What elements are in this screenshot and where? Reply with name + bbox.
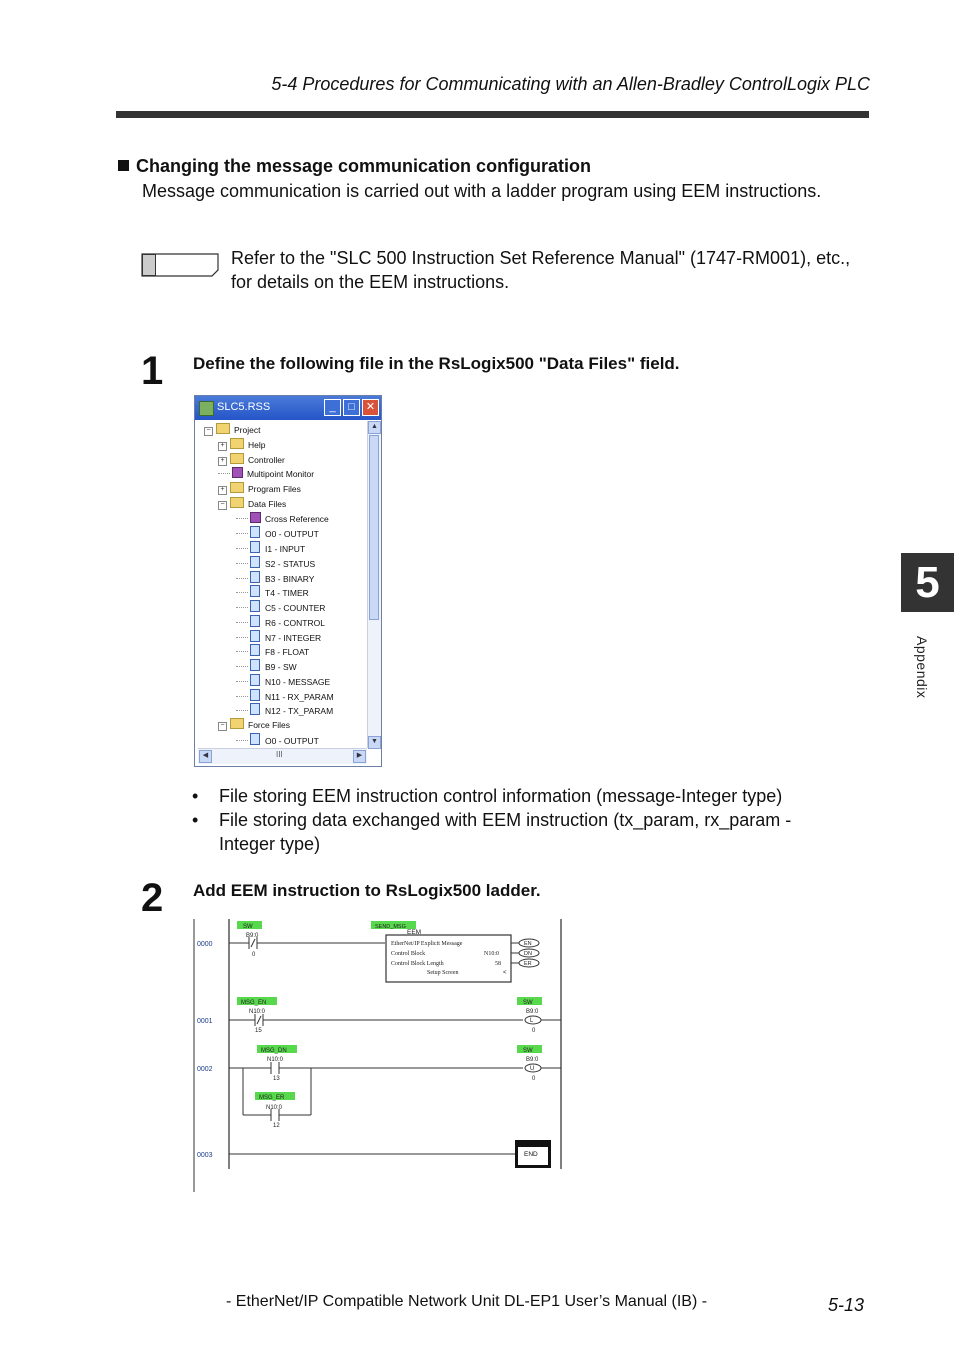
- tree-item[interactable]: [218, 482, 301, 496]
- tree-item-label: N7 - INTEGER: [265, 632, 322, 643]
- minimize-button[interactable]: _: [324, 399, 341, 416]
- rung-number: 0001: [197, 1018, 213, 1025]
- svg-text:SW: SW: [523, 1000, 533, 1006]
- tree-item[interactable]: [236, 733, 319, 747]
- window-title: SLC5.RSS: [217, 401, 271, 413]
- page-number: 5-13: [828, 1295, 865, 1315]
- tree-item-label: T4 - TIMER: [265, 588, 309, 599]
- project-tree-window: [194, 395, 382, 767]
- tree-item-label: S2 - STATUS: [265, 558, 316, 569]
- scroll-down-icon[interactable]: ▼: [368, 736, 381, 749]
- tree-item-label: Project: [234, 425, 261, 435]
- folder-icon: [230, 718, 244, 729]
- tree-item[interactable]: [218, 718, 290, 732]
- latch-coil-icon: L: [530, 1018, 534, 1024]
- expand-icon[interactable]: +: [218, 486, 227, 495]
- svg-text:SW: SW: [523, 1048, 533, 1054]
- step-1-title: Define the following file in the RsLogix500 "Data Files" field.: [193, 354, 680, 373]
- tree-item-label: R6 - CONTROL: [265, 617, 325, 628]
- tree-item[interactable]: [236, 644, 309, 658]
- tree-item[interactable]: [236, 526, 319, 540]
- msg-en-tag: MSG_EN: [241, 1000, 267, 1006]
- tree-item[interactable]: [236, 674, 330, 688]
- scroll-left-icon[interactable]: ◀: [199, 750, 212, 763]
- msg-er-tag: MSG_ER: [259, 1095, 285, 1101]
- file-icon: [250, 571, 260, 583]
- close-button[interactable]: ✕: [362, 399, 379, 416]
- bullet-icon: •: [192, 786, 199, 806]
- svg-text:Control Block Length: Control Block Length: [391, 961, 444, 967]
- tree-item-label: C5 - COUNTER: [265, 603, 326, 613]
- tree-item[interactable]: [236, 585, 309, 599]
- svg-text:58: 58: [495, 961, 501, 967]
- tree-item[interactable]: [236, 703, 333, 717]
- end-instruction: END: [524, 1151, 538, 1158]
- file-icon: [250, 615, 260, 627]
- svg-text:0: 0: [532, 1028, 536, 1034]
- tree-item[interactable]: [236, 659, 297, 673]
- tree-item[interactable]: [218, 467, 314, 481]
- unlatch-coil-icon: U: [530, 1066, 535, 1072]
- tree-item-label: Force Files: [248, 720, 291, 730]
- collapse-icon[interactable]: −: [218, 501, 227, 510]
- svg-text:N10:0: N10:0: [266, 1105, 283, 1111]
- expand-icon[interactable]: +: [218, 457, 227, 466]
- file-icon: [250, 600, 260, 612]
- tree-item[interactable]: [236, 541, 305, 555]
- step-1-number: 1: [141, 349, 164, 393]
- running-header: 5-4 Procedures for Communicating with an Allen-Bradley ControlLogix PLC: [271, 74, 870, 94]
- folder-icon: [230, 438, 244, 449]
- list-item: [192, 808, 852, 856]
- contact-bit: 0: [252, 952, 256, 958]
- ladder-diagram: [193, 919, 565, 1194]
- tree-item-label: Cross Reference: [265, 513, 329, 524]
- svg-text:Setup Screen: Setup Screen: [427, 970, 459, 976]
- file-icon: [250, 733, 260, 745]
- svg-text:15: 15: [255, 1028, 262, 1034]
- project-tree: [198, 421, 366, 748]
- file-icon: [250, 526, 260, 538]
- section-body: Message communication is carried out with a ladder program using EEM instructions.: [142, 181, 822, 201]
- folder-icon: [230, 497, 244, 508]
- msg-dn-tag: MSG_DN: [261, 1048, 287, 1054]
- vertical-scroll-thumb[interactable]: [369, 435, 379, 620]
- rung-number: 0003: [197, 1152, 213, 1159]
- folder-icon: [230, 453, 244, 464]
- svg-text:N10:0: N10:0: [484, 951, 499, 957]
- step-2-title: Add EEM instruction to RsLogix500 ladder.: [193, 881, 541, 900]
- svg-text:B9:0: B9:0: [526, 1009, 539, 1015]
- sw-tag: SW: [243, 924, 253, 930]
- bullet-list: [192, 784, 852, 856]
- scroll-grip: III: [276, 750, 283, 759]
- tree-item[interactable]: [204, 423, 260, 437]
- eem-label: EEM: [407, 929, 422, 936]
- tree-item-label: O0 - OUTPUT: [265, 735, 319, 746]
- svg-text:EtherNet/IP Explicit Message: EtherNet/IP Explicit Message: [391, 941, 463, 947]
- tree-item[interactable]: [236, 512, 329, 526]
- footer-text: - EtherNet/IP Compatible Network Unit DL-EP1 User’s Manual (IB) -: [226, 1293, 708, 1310]
- tree-item-label: Program Files: [248, 484, 301, 494]
- app-icon: [199, 401, 214, 416]
- tree-item-label: B9 - SW: [265, 662, 297, 672]
- file-icon: [250, 585, 260, 597]
- tree-item-label: O0 - OUTPUT: [265, 529, 319, 540]
- tree-item-label: Help: [248, 439, 266, 450]
- file-icon: [250, 703, 260, 715]
- folder-icon: [216, 423, 230, 434]
- window-titlebar[interactable]: [195, 396, 381, 420]
- chapter-tab-label: Appendix: [914, 636, 930, 699]
- rung-number: 0000: [197, 941, 213, 948]
- file-icon: [250, 659, 260, 671]
- tree-item-label: Data Files: [248, 498, 287, 509]
- bullet-text: File storing EEM instruction control information (message-Integer type): [219, 786, 783, 806]
- list-item: [192, 784, 852, 808]
- reference-note-icon: [141, 253, 219, 277]
- tree-item-label: N10 - MESSAGE: [265, 676, 331, 687]
- monitor-icon: [232, 467, 243, 478]
- tree-item-label: N12 - TX_PARAM: [265, 706, 334, 717]
- horizontal-scrollbar[interactable]: [198, 748, 367, 764]
- tree-item[interactable]: [236, 630, 321, 644]
- tree-item[interactable]: [236, 556, 315, 570]
- step-2-number: 2: [141, 876, 164, 920]
- maximize-button[interactable]: □: [343, 399, 360, 416]
- bullet-text: File storing data exchanged with EEM instruction (tx_param, rx_param - Integer type): [219, 810, 792, 854]
- svg-text:0: 0: [532, 1076, 536, 1082]
- tree-item-label: Controller: [248, 454, 285, 465]
- file-icon: [250, 630, 260, 642]
- tree-item[interactable]: [236, 571, 314, 585]
- vertical-scrollbar[interactable]: [367, 421, 381, 748]
- svg-text:13: 13: [273, 1076, 280, 1082]
- svg-text:N10:0: N10:0: [267, 1057, 284, 1063]
- section-title: [118, 156, 591, 177]
- folder-icon: [230, 482, 244, 493]
- tree-item-label: F8 - FLOAT: [265, 647, 310, 658]
- file-icon: [250, 541, 260, 553]
- bullet-icon: •: [192, 810, 199, 830]
- eem-output-dn: DN: [524, 951, 532, 957]
- svg-text:12: 12: [273, 1123, 280, 1129]
- tree-item[interactable]: [218, 453, 285, 467]
- send-msg-tag: SEND_MSG: [375, 924, 406, 930]
- cross-reference-icon: [250, 512, 261, 523]
- file-icon: [250, 689, 260, 701]
- svg-text:<: <: [503, 970, 507, 976]
- expand-icon[interactable]: +: [218, 442, 227, 451]
- eem-output-en: EN: [524, 941, 532, 947]
- scroll-up-icon[interactable]: ▲: [368, 421, 381, 434]
- section-title-text: Changing the message communication configuration: [136, 156, 592, 176]
- reference-text: Refer to the "SLC 500 Instruction Set Reference Manual" (1747-RM001), etc., for details on the EEM instructions.: [231, 248, 851, 292]
- tree-item-label: B3 - BINARY: [265, 573, 315, 584]
- svg-text:B9:0: B9:0: [526, 1057, 539, 1063]
- chapter-tab: 5: [901, 553, 954, 612]
- collapse-icon[interactable]: −: [218, 722, 227, 731]
- tree-item[interactable]: [218, 497, 286, 511]
- svg-text:Control Block: Control Block: [391, 951, 426, 957]
- header-rule: [116, 111, 869, 118]
- eem-output-er: ER: [524, 961, 532, 967]
- tree-item[interactable]: [218, 438, 265, 452]
- contact-address: B9:0: [246, 933, 259, 939]
- tree-item[interactable]: [236, 600, 325, 614]
- file-icon: [250, 674, 260, 686]
- tree-item-label: N11 - RX_PARAM: [265, 691, 334, 702]
- file-icon: [250, 644, 260, 656]
- rung-number: 0002: [197, 1066, 213, 1073]
- square-bullet-icon: [118, 160, 129, 171]
- tree-item-label: I1 - INPUT: [265, 544, 306, 554]
- tree-item-label: Multipoint Monitor: [247, 469, 315, 480]
- scroll-right-icon[interactable]: ▶: [353, 750, 366, 763]
- collapse-icon[interactable]: −: [204, 427, 213, 436]
- tree-item[interactable]: [236, 615, 325, 629]
- file-icon: [250, 556, 260, 568]
- svg-text:N10:0: N10:0: [249, 1009, 266, 1015]
- tree-item[interactable]: [236, 689, 334, 703]
